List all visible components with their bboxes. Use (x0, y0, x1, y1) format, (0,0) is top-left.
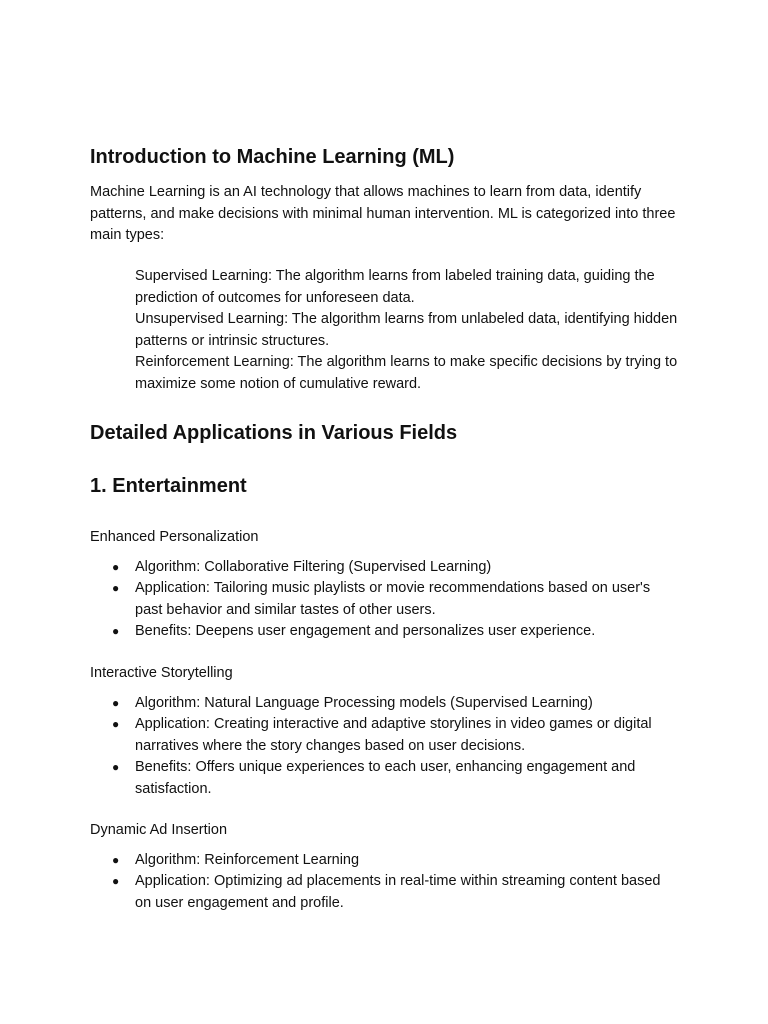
list-item (90, 850, 680, 872)
list-item (90, 757, 680, 800)
list-item-text: Benefits: Deepens user engagement and personalizes user experience. (135, 623, 596, 639)
ml-type-unsupervised: Unsupervised Learning: The algorithm learns from unlabeled data, identifying hidden patterns or intrinsic structures. (135, 311, 678, 349)
section-enhanced-personalization (90, 527, 690, 643)
bullet-list (90, 557, 690, 643)
section-dynamic-ad-insertion (90, 820, 690, 914)
bullet-list (90, 850, 690, 915)
bullet-list (90, 693, 690, 801)
section-label: Interactive Storytelling (90, 665, 233, 681)
list-item (90, 693, 680, 715)
list-item-text: Benefits: Offers unique experiences to each user, enhancing engagement and satisfaction. (135, 759, 636, 797)
intro-heading: Introduction to Machine Learning (ML) (90, 146, 455, 168)
bullet-dot-icon: ● (112, 852, 120, 867)
intro-paragraph: Machine Learning is an AI technology that allows machines to learn from data, identify patterns, and make decisions with minimal human intervention. ML is categorized into three main types: (90, 184, 676, 243)
bullet-dot-icon: ● (112, 695, 120, 710)
bullet-dot-icon: ● (112, 874, 120, 888)
bullet-dot-icon: ● (112, 581, 120, 595)
section-label: Enhanced Personalization (90, 529, 259, 545)
ml-types-list (135, 266, 680, 395)
bullet-dot-icon: ● (112, 760, 120, 774)
list-item-text: Application: Creating interactive and adaptive storylines in video games or digital narratives where the story changes based on user decisions. (135, 716, 652, 754)
applications-heading: Detailed Applications in Various Fields (90, 422, 458, 444)
list-item-text: Algorithm: Natural Language Processing models (Supervised Learning) (135, 694, 593, 711)
list-item (90, 578, 680, 621)
bullet-dot-icon: ● (112, 559, 120, 574)
list-item-text: Algorithm: Collaborative Filtering (Supervised Learning) (135, 558, 492, 575)
bullet-dot-icon: ● (112, 624, 120, 638)
list-item (90, 557, 680, 579)
ml-type-reinforcement: Reinforcement Learning: The algorithm learns to make specific decisions by trying to maximize some notion of cumulative reward. (135, 354, 678, 392)
list-item (90, 714, 680, 757)
list-item-text: Application: Tailoring music playlists or movie recommendations based on user's past behavior and similar tastes of other users. (135, 580, 651, 618)
bullet-dot-icon: ● (112, 717, 120, 731)
list-item (90, 621, 680, 643)
ml-type-supervised: Supervised Learning: The algorithm learns from labeled training data, guiding the prediction of outcomes for unforeseen data. (135, 268, 655, 306)
entertainment-heading: 1. Entertainment (90, 475, 247, 497)
section-interactive-storytelling (90, 663, 690, 800)
list-item-text: Application: Optimizing ad placements in real-time within streaming content based on user engagement and profile. (135, 873, 661, 911)
section-label: Dynamic Ad Insertion (90, 822, 228, 838)
list-item-text: Algorithm: Reinforcement Learning (135, 851, 360, 868)
list-item (90, 871, 680, 914)
